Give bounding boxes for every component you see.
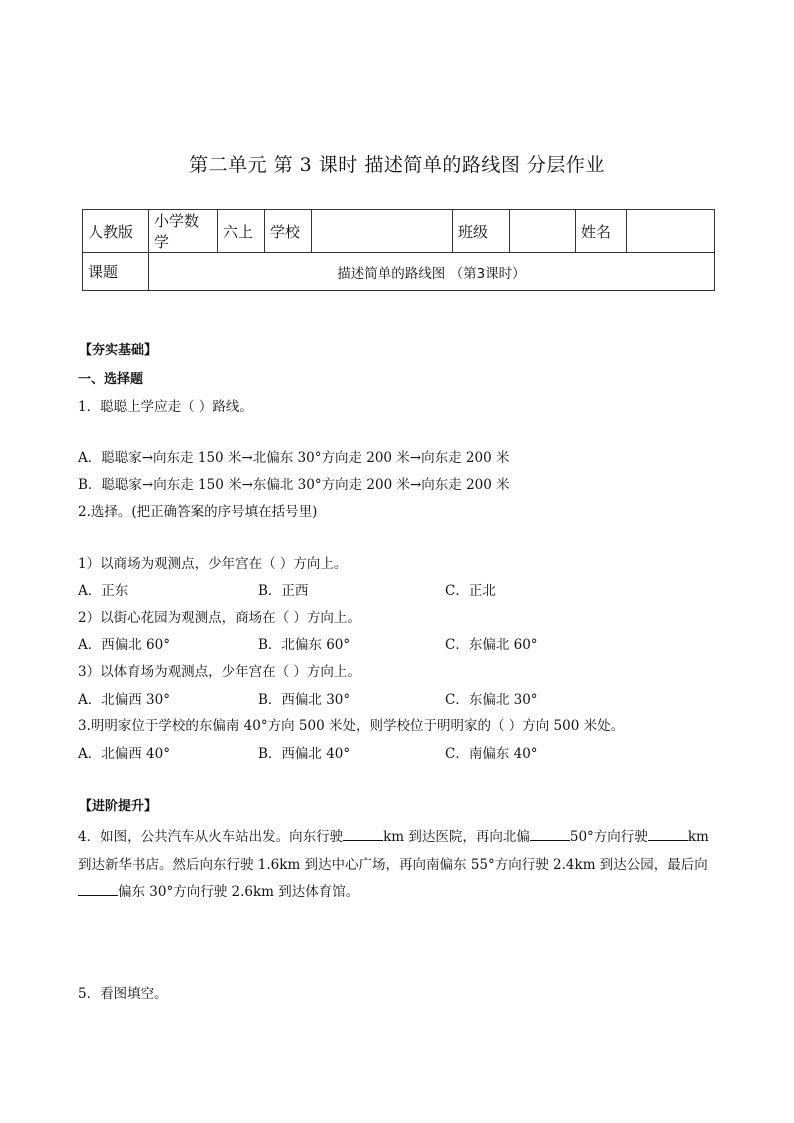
section1-subheader: 一、选择题 bbox=[78, 372, 144, 387]
publisher-cell: 人教版 bbox=[83, 210, 149, 253]
q1-option-b[interactable]: B．聪聪家→向东走 150 米→东偏北 30°方向走 200 米→向东走 200 米 bbox=[78, 477, 510, 493]
q4-text-part3: 50°方向行驶 bbox=[569, 829, 648, 845]
q4-blank-2[interactable] bbox=[530, 828, 570, 841]
q2-sub1-option-c[interactable]: C．正北 bbox=[445, 583, 496, 599]
q2-sub3-option-b[interactable]: B．西偏北 30° bbox=[258, 692, 351, 708]
q2-sub1-option-b[interactable]: B．正西 bbox=[258, 583, 309, 599]
q2-sub1-text: 1）以商场为观测点，少年宫在（ ）方向上。 bbox=[78, 556, 348, 572]
q3-option-b[interactable]: B．西偏北 40° bbox=[258, 746, 351, 762]
name-label-cell: 姓名 bbox=[576, 210, 627, 253]
q4-line1 bbox=[78, 825, 709, 845]
class-label-cell: 班级 bbox=[453, 210, 510, 253]
page-title: 第二单元 第 3 课时 描述简单的路线图 分层作业 bbox=[189, 154, 605, 176]
topic-value-cell: 描述简单的路线图 （第3课时） bbox=[149, 253, 715, 291]
q2-sub3-option-c[interactable]: C．东偏北 30° bbox=[445, 692, 538, 708]
school-label-cell: 学校 bbox=[265, 210, 312, 253]
q3-option-c[interactable]: C．南偏东 40° bbox=[445, 746, 538, 762]
info-row-2 bbox=[83, 253, 715, 291]
q1-text: 1．聪聪上学应走（ ）路线。 bbox=[78, 399, 253, 415]
q4-line2: 到达新华书店。然后向东行驶 1.6km 到达中心广场，再向南偏东 55°方向行驶 2.4km 到达公园，最后向 bbox=[78, 857, 708, 873]
q4-line3 bbox=[78, 880, 359, 900]
q4-text-part5: 偏东 30°方向行驶 2.6km 到达体育馆。 bbox=[118, 884, 360, 900]
q2-sub1-option-a[interactable]: A．正东 bbox=[78, 583, 129, 599]
q2-sub3-text: 3）以体育场为观测点，少年宫在（ ）方向上。 bbox=[78, 664, 361, 680]
q4-text-part2: km 到达医院，再向北偏 bbox=[383, 829, 530, 845]
q2-text: 2.选择。(把正确答案的序号填在括号里) bbox=[78, 504, 318, 520]
q3-option-a[interactable]: A．北偏西 40° bbox=[78, 746, 170, 762]
q4-blank-1[interactable] bbox=[343, 828, 383, 841]
name-value-cell[interactable] bbox=[627, 210, 715, 253]
q2-sub2-text: 2）以街心花园为观测点，商场在（ ）方向上。 bbox=[78, 610, 361, 626]
q2-sub3-option-a[interactable]: A．北偏西 30° bbox=[78, 692, 170, 708]
q4-blank-4[interactable] bbox=[78, 883, 118, 896]
q5-text: 5．看图填空。 bbox=[78, 986, 168, 1002]
section1-header: 【夯实基础】 bbox=[79, 343, 158, 358]
q2-sub2-option-b[interactable]: B．北偏东 60° bbox=[258, 637, 351, 653]
q3-text: 3.明明家位于学校的东偏南 40°方向 500 米处，则学校位于明明家的（ ）方向 500 米处。 bbox=[78, 718, 625, 734]
grade-cell: 六上 bbox=[218, 210, 265, 253]
school-value-cell[interactable] bbox=[312, 210, 453, 253]
info-row-1 bbox=[83, 210, 715, 253]
section2-header: 【进阶提升】 bbox=[79, 799, 158, 814]
info-table bbox=[82, 209, 715, 291]
q1-option-a[interactable]: A．聪聪家→向东走 150 米→北偏东 30°方向走 200 米→向东走 200 米 bbox=[78, 450, 510, 466]
q4-text-part1: 4．如图，公共汽车从火车站出发。向东行驶 bbox=[78, 829, 344, 845]
topic-label-cell: 课题 bbox=[83, 253, 149, 291]
class-value-cell[interactable] bbox=[510, 210, 576, 253]
q4-blank-3[interactable] bbox=[648, 828, 688, 841]
q2-sub2-option-a[interactable]: A．西偏北 60° bbox=[78, 637, 170, 653]
q2-sub2-option-c[interactable]: C．东偏北 60° bbox=[445, 637, 538, 653]
subject-cell: 小学数学 bbox=[149, 210, 218, 253]
q4-text-part4: km bbox=[687, 829, 709, 845]
